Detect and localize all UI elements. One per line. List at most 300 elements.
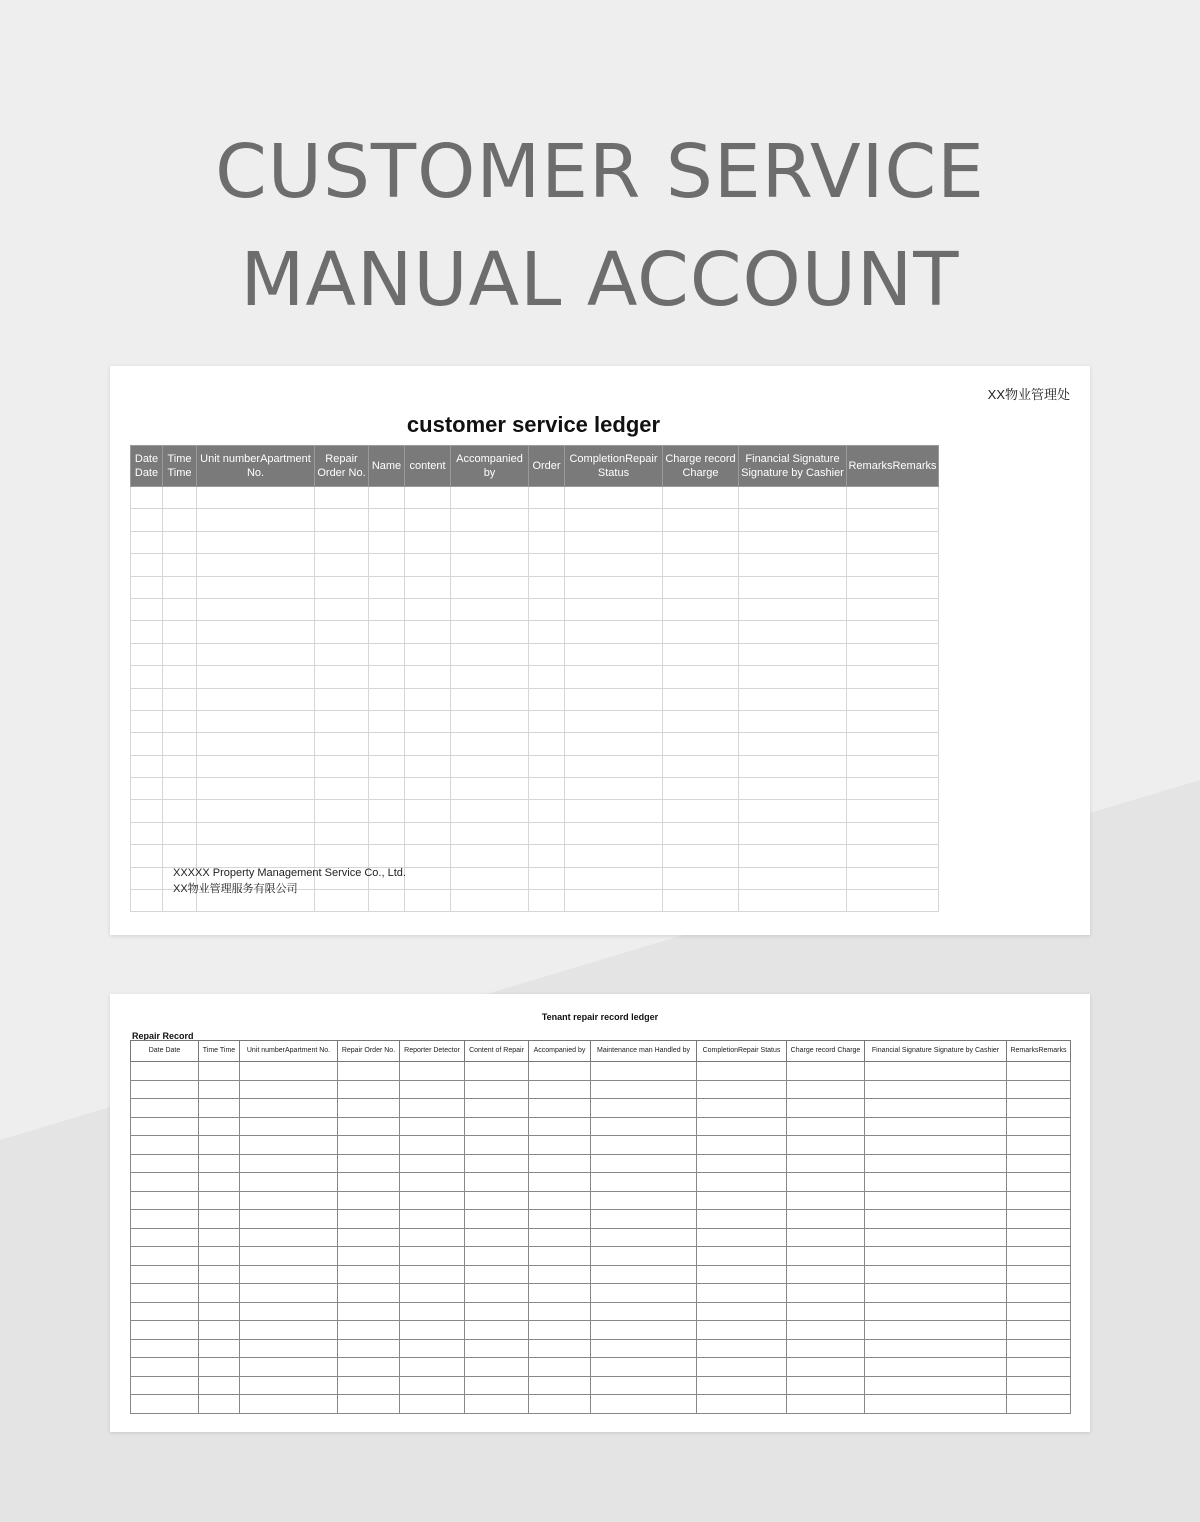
table-cell[interactable]	[847, 487, 939, 509]
table-cell[interactable]	[529, 1228, 591, 1247]
table-cell[interactable]	[405, 890, 451, 912]
table-cell[interactable]	[451, 778, 529, 800]
table-cell[interactable]	[405, 755, 451, 777]
table-cell[interactable]	[369, 487, 405, 509]
table-cell[interactable]	[1007, 1395, 1071, 1414]
table-cell[interactable]	[529, 531, 565, 553]
table-cell[interactable]	[739, 845, 847, 867]
table-cell[interactable]	[865, 1154, 1007, 1173]
table-cell[interactable]	[451, 509, 529, 531]
table-cell[interactable]	[131, 666, 163, 688]
table-cell[interactable]	[591, 1117, 697, 1136]
table-cell[interactable]	[739, 576, 847, 598]
table-cell[interactable]	[565, 487, 663, 509]
table-cell[interactable]	[197, 822, 315, 844]
table-cell[interactable]	[338, 1358, 400, 1377]
table-cell[interactable]	[405, 621, 451, 643]
table-cell[interactable]	[739, 554, 847, 576]
table-cell[interactable]	[199, 1136, 240, 1155]
table-cell[interactable]	[163, 621, 197, 643]
table-cell[interactable]	[451, 598, 529, 620]
table-cell[interactable]	[199, 1358, 240, 1377]
table-cell[interactable]	[591, 1321, 697, 1340]
table-cell[interactable]	[451, 666, 529, 688]
table-cell[interactable]	[1007, 1358, 1071, 1377]
table-cell[interactable]	[1007, 1173, 1071, 1192]
table-cell[interactable]	[369, 531, 405, 553]
table-cell[interactable]	[663, 621, 739, 643]
table-cell[interactable]	[315, 554, 369, 576]
table-cell[interactable]	[131, 531, 163, 553]
table-cell[interactable]	[1007, 1191, 1071, 1210]
table-cell[interactable]	[663, 554, 739, 576]
table-cell[interactable]	[451, 755, 529, 777]
table-cell[interactable]	[739, 733, 847, 755]
table-cell[interactable]	[451, 710, 529, 732]
table-cell[interactable]	[663, 710, 739, 732]
table-cell[interactable]	[865, 1099, 1007, 1118]
table-cell[interactable]	[369, 576, 405, 598]
table-cell[interactable]	[739, 487, 847, 509]
table-cell[interactable]	[240, 1136, 338, 1155]
table-cell[interactable]	[663, 643, 739, 665]
table-cell[interactable]	[400, 1210, 465, 1229]
table-cell[interactable]	[131, 1062, 199, 1081]
table-cell[interactable]	[591, 1265, 697, 1284]
table-cell[interactable]	[787, 1247, 865, 1266]
table-cell[interactable]	[465, 1062, 529, 1081]
table-cell[interactable]	[405, 778, 451, 800]
table-cell[interactable]	[865, 1080, 1007, 1099]
table-cell[interactable]	[240, 1191, 338, 1210]
table-cell[interactable]	[591, 1062, 697, 1081]
table-cell[interactable]	[240, 1321, 338, 1340]
table-cell[interactable]	[1007, 1080, 1071, 1099]
table-cell[interactable]	[697, 1191, 787, 1210]
table-cell[interactable]	[565, 509, 663, 531]
table-cell[interactable]	[131, 1395, 199, 1414]
table-cell[interactable]	[405, 554, 451, 576]
table-cell[interactable]	[591, 1191, 697, 1210]
table-cell[interactable]	[865, 1321, 1007, 1340]
table-cell[interactable]	[163, 554, 197, 576]
table-cell[interactable]	[847, 890, 939, 912]
table-cell[interactable]	[405, 800, 451, 822]
table-cell[interactable]	[787, 1321, 865, 1340]
table-cell[interactable]	[369, 755, 405, 777]
table-cell[interactable]	[1007, 1154, 1071, 1173]
table-cell[interactable]	[591, 1247, 697, 1266]
table-cell[interactable]	[451, 890, 529, 912]
table-cell[interactable]	[163, 487, 197, 509]
table-cell[interactable]	[163, 576, 197, 598]
table-cell[interactable]	[451, 643, 529, 665]
table-cell[interactable]	[199, 1247, 240, 1266]
table-cell[interactable]	[131, 487, 163, 509]
table-cell[interactable]	[405, 598, 451, 620]
table-cell[interactable]	[865, 1284, 1007, 1303]
table-cell[interactable]	[465, 1080, 529, 1099]
table-cell[interactable]	[451, 487, 529, 509]
table-cell[interactable]	[529, 755, 565, 777]
table-cell[interactable]	[400, 1247, 465, 1266]
table-cell[interactable]	[405, 666, 451, 688]
table-cell[interactable]	[591, 1210, 697, 1229]
table-cell[interactable]	[405, 845, 451, 867]
table-cell[interactable]	[338, 1376, 400, 1395]
table-cell[interactable]	[405, 509, 451, 531]
table-cell[interactable]	[315, 576, 369, 598]
table-cell[interactable]	[1007, 1376, 1071, 1395]
table-cell[interactable]	[315, 733, 369, 755]
table-cell[interactable]	[315, 531, 369, 553]
table-cell[interactable]	[565, 867, 663, 889]
table-cell[interactable]	[465, 1173, 529, 1192]
table-cell[interactable]	[338, 1191, 400, 1210]
table-cell[interactable]	[697, 1173, 787, 1192]
table-cell[interactable]	[1007, 1136, 1071, 1155]
table-cell[interactable]	[591, 1228, 697, 1247]
table-cell[interactable]	[163, 822, 197, 844]
table-cell[interactable]	[451, 845, 529, 867]
table-cell[interactable]	[405, 688, 451, 710]
table-cell[interactable]	[400, 1302, 465, 1321]
table-cell[interactable]	[315, 509, 369, 531]
table-cell[interactable]	[787, 1376, 865, 1395]
table-cell[interactable]	[315, 845, 369, 867]
table-cell[interactable]	[529, 1062, 591, 1081]
table-cell[interactable]	[400, 1117, 465, 1136]
table-cell[interactable]	[131, 509, 163, 531]
table-cell[interactable]	[529, 867, 565, 889]
table-cell[interactable]	[529, 1191, 591, 1210]
table-cell[interactable]	[451, 531, 529, 553]
table-cell[interactable]	[739, 890, 847, 912]
table-cell[interactable]	[131, 1154, 199, 1173]
table-cell[interactable]	[865, 1210, 1007, 1229]
table-cell[interactable]	[865, 1376, 1007, 1395]
table-cell[interactable]	[465, 1228, 529, 1247]
table-cell[interactable]	[315, 621, 369, 643]
table-cell[interactable]	[400, 1321, 465, 1340]
table-cell[interactable]	[591, 1376, 697, 1395]
table-cell[interactable]	[663, 509, 739, 531]
table-cell[interactable]	[197, 643, 315, 665]
table-cell[interactable]	[131, 576, 163, 598]
table-cell[interactable]	[663, 576, 739, 598]
table-cell[interactable]	[197, 688, 315, 710]
table-cell[interactable]	[315, 487, 369, 509]
table-cell[interactable]	[131, 1228, 199, 1247]
table-cell[interactable]	[529, 845, 565, 867]
table-cell[interactable]	[739, 509, 847, 531]
table-cell[interactable]	[865, 1173, 1007, 1192]
table-cell[interactable]	[131, 554, 163, 576]
table-cell[interactable]	[529, 1302, 591, 1321]
table-cell[interactable]	[465, 1302, 529, 1321]
table-cell[interactable]	[663, 845, 739, 867]
table-cell[interactable]	[405, 531, 451, 553]
table-cell[interactable]	[1007, 1210, 1071, 1229]
table-cell[interactable]	[529, 1173, 591, 1192]
table-cell[interactable]	[847, 755, 939, 777]
table-cell[interactable]	[847, 666, 939, 688]
table-cell[interactable]	[663, 666, 739, 688]
table-cell[interactable]	[131, 710, 163, 732]
table-cell[interactable]	[451, 576, 529, 598]
table-cell[interactable]	[663, 688, 739, 710]
table-cell[interactable]	[400, 1136, 465, 1155]
table-cell[interactable]	[451, 688, 529, 710]
table-cell[interactable]	[199, 1395, 240, 1414]
table-cell[interactable]	[451, 867, 529, 889]
table-cell[interactable]	[315, 822, 369, 844]
table-cell[interactable]	[697, 1136, 787, 1155]
table-cell[interactable]	[369, 643, 405, 665]
table-cell[interactable]	[131, 1265, 199, 1284]
table-cell[interactable]	[131, 1173, 199, 1192]
table-cell[interactable]	[338, 1173, 400, 1192]
table-cell[interactable]	[369, 666, 405, 688]
table-cell[interactable]	[1007, 1302, 1071, 1321]
table-cell[interactable]	[787, 1136, 865, 1155]
table-cell[interactable]	[529, 688, 565, 710]
table-cell[interactable]	[163, 800, 197, 822]
table-cell[interactable]	[400, 1080, 465, 1099]
table-cell[interactable]	[529, 1376, 591, 1395]
table-cell[interactable]	[591, 1284, 697, 1303]
table-cell[interactable]	[529, 1136, 591, 1155]
table-cell[interactable]	[400, 1395, 465, 1414]
table-cell[interactable]	[338, 1136, 400, 1155]
table-cell[interactable]	[405, 822, 451, 844]
table-cell[interactable]	[400, 1099, 465, 1118]
table-cell[interactable]	[240, 1154, 338, 1173]
table-cell[interactable]	[787, 1284, 865, 1303]
table-cell[interactable]	[847, 554, 939, 576]
table-cell[interactable]	[197, 576, 315, 598]
table-cell[interactable]	[847, 621, 939, 643]
table-cell[interactable]	[465, 1265, 529, 1284]
table-cell[interactable]	[847, 845, 939, 867]
table-cell[interactable]	[847, 778, 939, 800]
table-cell[interactable]	[1007, 1339, 1071, 1358]
table-cell[interactable]	[338, 1265, 400, 1284]
table-cell[interactable]	[240, 1339, 338, 1358]
table-cell[interactable]	[697, 1080, 787, 1099]
table-cell[interactable]	[529, 554, 565, 576]
table-cell[interactable]	[369, 778, 405, 800]
table-cell[interactable]	[451, 554, 529, 576]
table-cell[interactable]	[163, 778, 197, 800]
table-cell[interactable]	[865, 1339, 1007, 1358]
table-cell[interactable]	[565, 710, 663, 732]
table-cell[interactable]	[565, 845, 663, 867]
table-cell[interactable]	[865, 1395, 1007, 1414]
table-cell[interactable]	[1007, 1099, 1071, 1118]
table-cell[interactable]	[565, 576, 663, 598]
table-cell[interactable]	[163, 845, 197, 867]
table-cell[interactable]	[787, 1191, 865, 1210]
table-cell[interactable]	[199, 1099, 240, 1118]
table-cell[interactable]	[369, 800, 405, 822]
table-cell[interactable]	[697, 1339, 787, 1358]
table-cell[interactable]	[787, 1358, 865, 1377]
table-cell[interactable]	[400, 1173, 465, 1192]
table-cell[interactable]	[338, 1395, 400, 1414]
table-cell[interactable]	[865, 1062, 1007, 1081]
table-cell[interactable]	[465, 1154, 529, 1173]
table-cell[interactable]	[338, 1099, 400, 1118]
table-cell[interactable]	[405, 867, 451, 889]
table-cell[interactable]	[865, 1358, 1007, 1377]
table-cell[interactable]	[451, 733, 529, 755]
table-cell[interactable]	[240, 1376, 338, 1395]
table-cell[interactable]	[369, 509, 405, 531]
table-cell[interactable]	[565, 643, 663, 665]
table-cell[interactable]	[240, 1099, 338, 1118]
table-cell[interactable]	[465, 1191, 529, 1210]
table-cell[interactable]	[240, 1228, 338, 1247]
table-cell[interactable]	[529, 509, 565, 531]
table-cell[interactable]	[663, 778, 739, 800]
table-cell[interactable]	[529, 1358, 591, 1377]
table-cell[interactable]	[197, 666, 315, 688]
table-cell[interactable]	[405, 487, 451, 509]
table-cell[interactable]	[197, 710, 315, 732]
table-cell[interactable]	[847, 509, 939, 531]
table-cell[interactable]	[131, 1247, 199, 1266]
table-cell[interactable]	[197, 487, 315, 509]
table-cell[interactable]	[529, 1154, 591, 1173]
table-cell[interactable]	[529, 1247, 591, 1266]
table-cell[interactable]	[199, 1173, 240, 1192]
table-cell[interactable]	[369, 822, 405, 844]
table-cell[interactable]	[529, 1210, 591, 1229]
table-cell[interactable]	[739, 778, 847, 800]
table-cell[interactable]	[163, 755, 197, 777]
table-cell[interactable]	[865, 1136, 1007, 1155]
table-cell[interactable]	[787, 1154, 865, 1173]
table-cell[interactable]	[240, 1117, 338, 1136]
table-cell[interactable]	[240, 1265, 338, 1284]
table-cell[interactable]	[131, 845, 163, 867]
table-cell[interactable]	[369, 688, 405, 710]
table-cell[interactable]	[405, 643, 451, 665]
table-cell[interactable]	[1007, 1265, 1071, 1284]
table-cell[interactable]	[131, 1080, 199, 1099]
table-cell[interactable]	[865, 1247, 1007, 1266]
table-cell[interactable]	[199, 1210, 240, 1229]
table-cell[interactable]	[847, 531, 939, 553]
table-cell[interactable]	[465, 1376, 529, 1395]
table-cell[interactable]	[315, 755, 369, 777]
table-cell[interactable]	[529, 576, 565, 598]
table-cell[interactable]	[199, 1376, 240, 1395]
table-cell[interactable]	[451, 822, 529, 844]
table-cell[interactable]	[338, 1080, 400, 1099]
table-cell[interactable]	[565, 800, 663, 822]
table-cell[interactable]	[240, 1395, 338, 1414]
table-cell[interactable]	[465, 1395, 529, 1414]
table-cell[interactable]	[565, 822, 663, 844]
table-cell[interactable]	[240, 1062, 338, 1081]
table-cell[interactable]	[663, 531, 739, 553]
table-cell[interactable]	[197, 778, 315, 800]
table-cell[interactable]	[697, 1284, 787, 1303]
table-cell[interactable]	[131, 598, 163, 620]
table-cell[interactable]	[697, 1117, 787, 1136]
table-cell[interactable]	[405, 576, 451, 598]
table-cell[interactable]	[697, 1302, 787, 1321]
table-cell[interactable]	[315, 778, 369, 800]
table-cell[interactable]	[591, 1154, 697, 1173]
table-cell[interactable]	[787, 1117, 865, 1136]
table-cell[interactable]	[697, 1099, 787, 1118]
table-cell[interactable]	[529, 598, 565, 620]
table-cell[interactable]	[451, 621, 529, 643]
table-cell[interactable]	[338, 1284, 400, 1303]
table-cell[interactable]	[591, 1173, 697, 1192]
table-cell[interactable]	[787, 1099, 865, 1118]
table-cell[interactable]	[338, 1228, 400, 1247]
table-cell[interactable]	[240, 1247, 338, 1266]
table-cell[interactable]	[529, 487, 565, 509]
table-cell[interactable]	[591, 1099, 697, 1118]
table-cell[interactable]	[847, 688, 939, 710]
table-cell[interactable]	[697, 1247, 787, 1266]
table-cell[interactable]	[199, 1228, 240, 1247]
table-cell[interactable]	[865, 1117, 1007, 1136]
table-cell[interactable]	[847, 643, 939, 665]
table-cell[interactable]	[405, 733, 451, 755]
table-cell[interactable]	[131, 621, 163, 643]
table-cell[interactable]	[529, 1265, 591, 1284]
table-cell[interactable]	[529, 621, 565, 643]
table-cell[interactable]	[697, 1265, 787, 1284]
table-cell[interactable]	[315, 643, 369, 665]
table-cell[interactable]	[338, 1321, 400, 1340]
table-cell[interactable]	[663, 598, 739, 620]
table-cell[interactable]	[847, 710, 939, 732]
table-cell[interactable]	[739, 643, 847, 665]
table-cell[interactable]	[1007, 1228, 1071, 1247]
table-cell[interactable]	[739, 710, 847, 732]
table-cell[interactable]	[663, 800, 739, 822]
table-cell[interactable]	[865, 1191, 1007, 1210]
table-cell[interactable]	[131, 1284, 199, 1303]
table-cell[interactable]	[591, 1302, 697, 1321]
table-cell[interactable]	[131, 822, 163, 844]
table-cell[interactable]	[199, 1154, 240, 1173]
table-cell[interactable]	[400, 1228, 465, 1247]
table-cell[interactable]	[1007, 1284, 1071, 1303]
table-cell[interactable]	[338, 1302, 400, 1321]
table-cell[interactable]	[739, 598, 847, 620]
table-cell[interactable]	[865, 1228, 1007, 1247]
table-cell[interactable]	[529, 666, 565, 688]
table-cell[interactable]	[565, 755, 663, 777]
table-cell[interactable]	[529, 800, 565, 822]
table-cell[interactable]	[847, 598, 939, 620]
table-cell[interactable]	[197, 621, 315, 643]
table-cell[interactable]	[465, 1210, 529, 1229]
table-cell[interactable]	[565, 778, 663, 800]
table-cell[interactable]	[131, 643, 163, 665]
table-cell[interactable]	[163, 666, 197, 688]
table-cell[interactable]	[338, 1154, 400, 1173]
table-cell[interactable]	[199, 1339, 240, 1358]
